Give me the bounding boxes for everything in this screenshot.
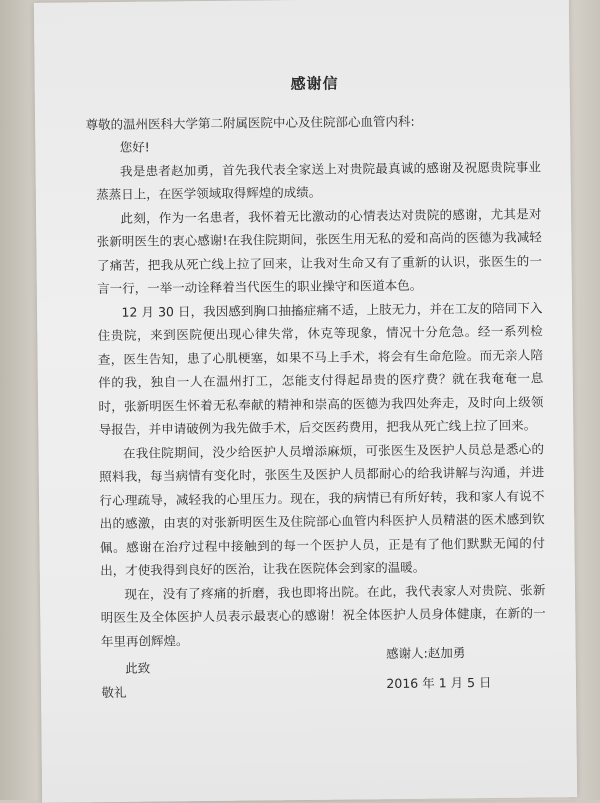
paragraph-incident: 12 月 30 日，我因感到胸口抽搐症痛不适，上肢无力，并在工友的陪同下入住贵院，来到医院便出现心律失常，休克等现象，情况十分危急。经一系列检查，医生告知，患了心肌梗塞，如果不马上手术，将会有生命危险。而无亲人陪伴的我，独自一人在温州打工，怎能支付得起昂贵的医疗费？就在我奄奄一息时，张新明医生怀着无私奉献的精神和崇高的医德为我四处奔走，及时向上级领导报告，并申请破例为我先做手术，后交医药费用，把我从死亡线上拉了回来。: [97, 299, 544, 437]
paragraph-intro: 我是患者赵加勇，首先我代表全家送上对贵院最真诚的感谢及祝愿贵院事业蒸蒸日上，在医学领域取得辉煌的成绩。: [96, 158, 542, 202]
letter-title: 感谢信: [290, 74, 339, 93]
letter-date: 2016 年 1 月 5 日: [386, 674, 492, 691]
letter-greeting: 您好!: [119, 139, 150, 155]
paragraph-hospital-stay: 在我住院期间，没少给医护人员增添麻烦，可张医生及医护人员总是悉心的照料我，每当病情有变化时，张医生及医护人员都耐心的给我讲解与沟通，并进行心理疏导，减轻我的心里压力。现在，我的病情已有所好转，我和家人有说不出的感激，由衷的对张新明医生及住院部心血管内科医护人员精湛的医术感到钦佩。感谢在治疗过程中接触到的每一个医护人员，正是有了他们默默无闻的付出，才使我得到良好的医治，让我在医院体会到家的温暖。: [99, 440, 545, 578]
letter-salutation: 尊敬的温州医科大学第二附属医院中心及住院部心血管内科:: [85, 113, 415, 132]
closing-phrase-1: 此致: [125, 660, 151, 676]
paragraph-thanks: 此刻，作为一名患者，我怀着无比激动的心情表达对贵院的感谢，尤其是对张新明医生的衷心感谢!在我住院期间，张医生用无私的爱和高尚的医德为我减轻了痛苦，把我从死亡线上拉了回来，让我对生命又有了重新的认识，张医生的一言一行，一举一动诠释着当代医生的职业操守和医道本色。: [96, 205, 543, 296]
letter-body: [85, 70, 547, 704]
signature: 感谢人:赵加勇: [385, 645, 466, 661]
paragraph-discharge: 现在，没有了疼痛的折磨，我也即将出院。在此，我代表家人对贵院、张新明医生及全体医护人员表示最衷心的感谢！祝全体医护人员身体健康，在新的一年里再创辉煌。: [100, 581, 546, 649]
closing-phrase-2: 敬礼: [101, 684, 127, 700]
